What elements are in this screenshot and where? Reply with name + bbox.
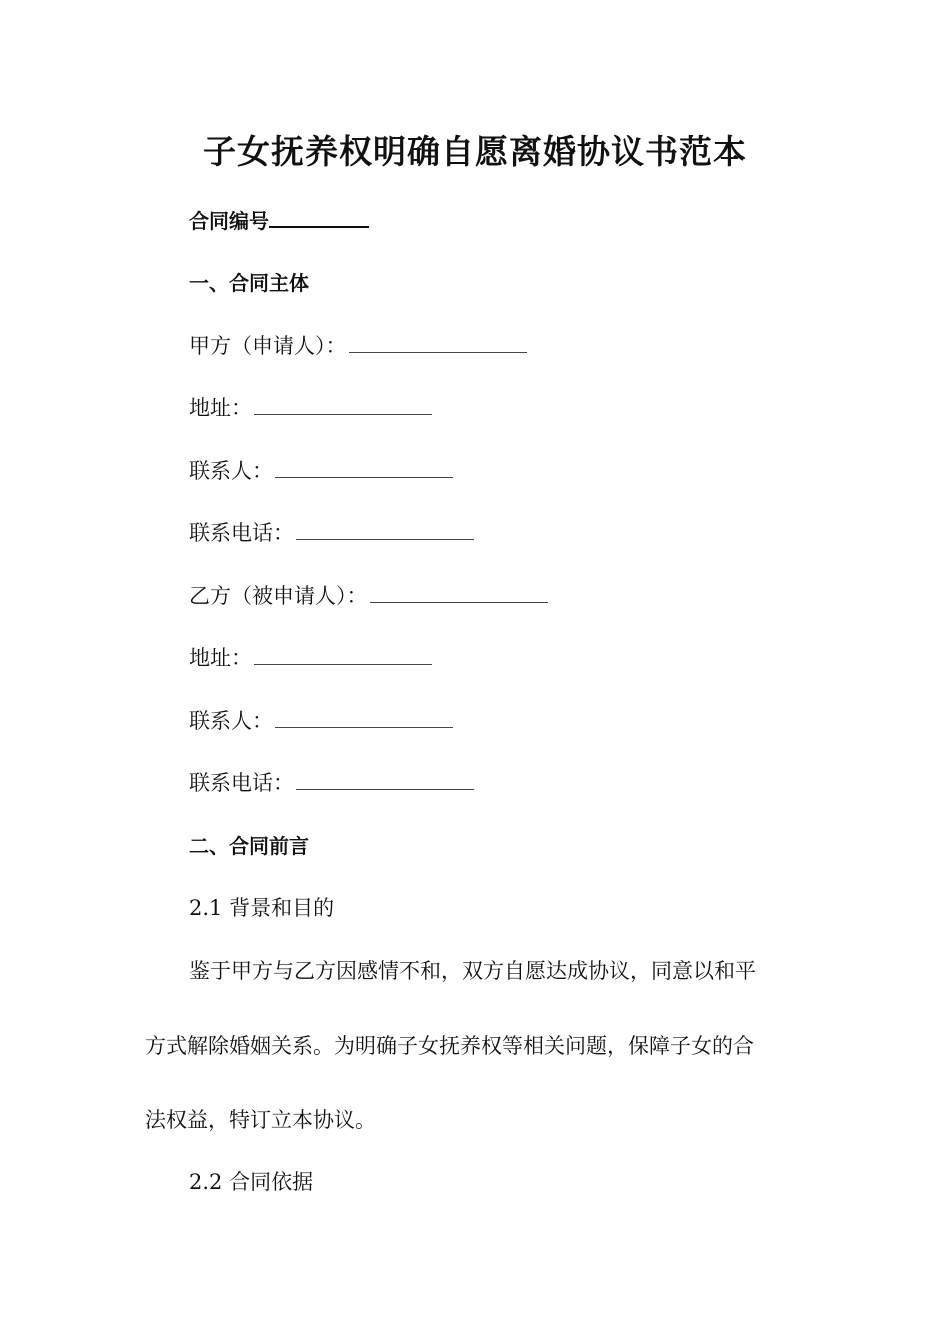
- party-b-blank[interactable]: [370, 584, 548, 603]
- section-2-heading: 二、合同前言: [189, 834, 309, 858]
- paragraph-line-3: 法权益，特订立本协议。: [145, 1108, 376, 1132]
- party-b-phone-label: 联系电话：: [189, 771, 294, 795]
- contract-number-blank[interactable]: [269, 208, 369, 228]
- subsection-2-2: 2.2 合同依据: [189, 1170, 314, 1194]
- party-a-line: [189, 331, 527, 361]
- section-1-heading: 一、合同主体: [189, 271, 309, 295]
- party-a-contact-line: [189, 456, 453, 486]
- contract-number-label: 合同编号: [189, 209, 269, 233]
- party-b-phone-line: [189, 768, 474, 798]
- party-a-label: 甲方（申请人）：: [189, 334, 347, 358]
- party-a-blank[interactable]: [349, 334, 527, 353]
- paragraph-line-2: 方式解除婚姻关系。为明确子女抚养权等相关问题，保障子女的合: [145, 1034, 754, 1058]
- party-a-address-line: [189, 393, 432, 423]
- party-b-contact-blank[interactable]: [275, 709, 453, 728]
- paragraph-line-1: 鉴于甲方与乙方因感情不和，双方自愿达成协议，同意以和平: [189, 959, 756, 983]
- party-a-phone-blank[interactable]: [296, 521, 474, 540]
- document-title: 子女抚养权明确自愿离婚协议书范本: [203, 132, 747, 171]
- party-b-contact-label: 联系人：: [189, 709, 273, 733]
- party-b-phone-blank[interactable]: [296, 771, 474, 790]
- party-a-phone-line: [189, 518, 474, 548]
- party-a-address-blank[interactable]: [254, 396, 432, 415]
- party-a-contact-blank[interactable]: [275, 459, 453, 478]
- subsection-2-1: 2.1 背景和目的: [189, 896, 335, 920]
- party-b-contact-line: [189, 706, 453, 736]
- party-b-label: 乙方（被申请人）：: [189, 584, 368, 608]
- party-a-phone-label: 联系电话：: [189, 521, 294, 545]
- party-b-line: [189, 581, 548, 611]
- party-b-address-label: 地址：: [189, 646, 252, 670]
- party-a-contact-label: 联系人：: [189, 459, 273, 483]
- party-a-address-label: 地址：: [189, 396, 252, 420]
- party-b-address-line: [189, 643, 432, 673]
- party-b-address-blank[interactable]: [254, 646, 432, 665]
- contract-number-line: [189, 206, 369, 236]
